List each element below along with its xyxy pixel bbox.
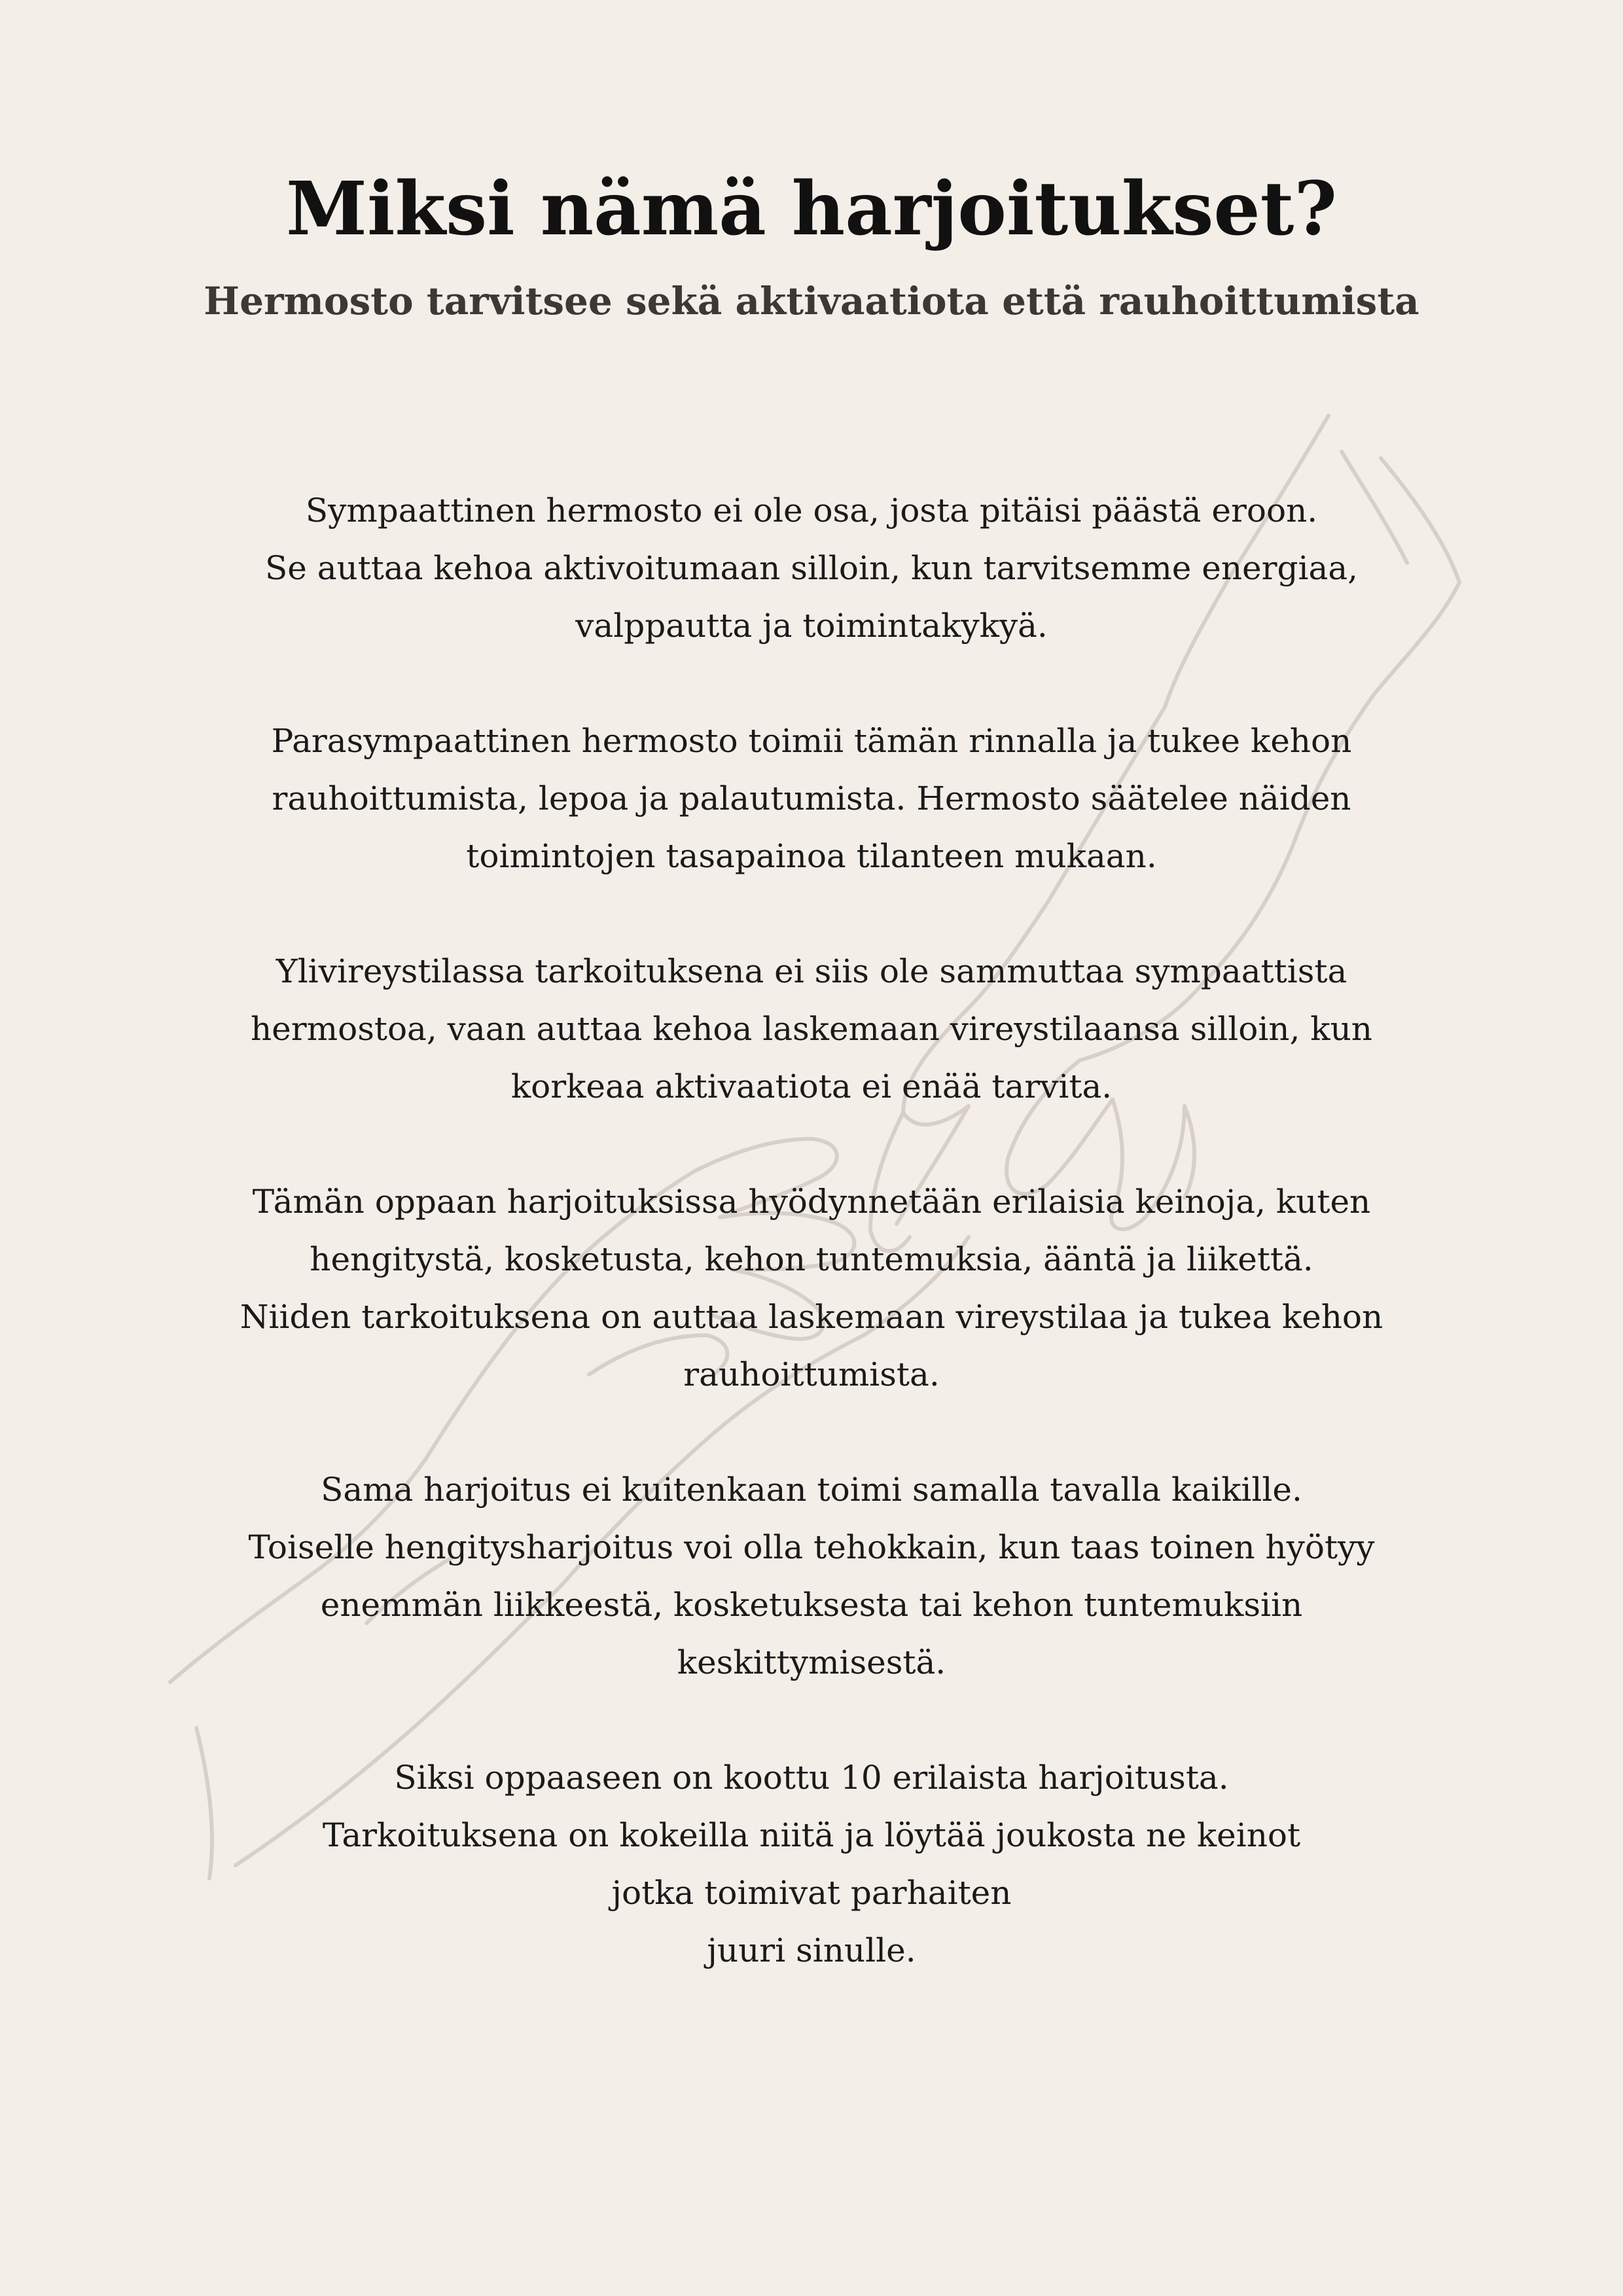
paragraph-line: Se auttaa kehoa aktivoitumaan silloin, kun tarvitsemme energiaa, — [264, 549, 1359, 587]
body-text — [183, 482, 1440, 2037]
paragraph-line: Parasympaattinen hermosto toimii tämän rinnalla ja tukee kehon — [271, 722, 1352, 760]
paragraph-line: hengitystä, kosketusta, kehon tuntemuksia, ääntä ja liikettä. — [310, 1240, 1313, 1278]
paragraph-line: Sympaattinen hermosto ei ole osa, josta pitäisi päästä eroon. — [305, 492, 1318, 529]
paragraph-line: rauhoittumista, lepoa ja palautumista. Hermosto säätelee näiden — [272, 780, 1351, 817]
paragraph-line: Sama harjoitus ei kuitenkaan toimi samalla tavalla kaikille. — [321, 1471, 1302, 1509]
paragraph-line: juuri sinulle. — [707, 1931, 916, 1969]
paragraph-line: enemmän liikkeestä, kosketuksesta tai kehon tuntemuksiin — [320, 1586, 1303, 1624]
paragraph-sympathetic — [183, 482, 1440, 655]
paragraph-line: korkeaa aktivaatiota ei enää tarvita. — [510, 1067, 1113, 1105]
paragraph-line: Tämän oppaan harjoituksissa hyödynnetään erilaisia keinoja, kuten — [252, 1183, 1371, 1221]
paragraph-line: toimintojen tasapainoa tilanteen mukaan. — [466, 837, 1157, 875]
paragraph-line: Ylivireystilassa tarkoituksena ei siis ole sammuttaa sympaattista — [276, 952, 1347, 990]
paragraph-line: Tarkoituksena on kokeilla niitä ja löytää joukosta ne keinot — [322, 1816, 1301, 1854]
paragraph-line: Siksi oppaaseen on koottu 10 erilaista harjoitusta. — [394, 1759, 1229, 1797]
paragraph-conclusion — [183, 1749, 1440, 1979]
page-subtitle: Hermosto tarvitsee sekä aktivaatiota että rauhoittumista — [204, 279, 1419, 323]
paragraph-individual — [183, 1461, 1440, 1691]
paragraph-methods — [183, 1173, 1440, 1403]
paragraph-parasympathetic — [183, 712, 1440, 885]
page-title: Miksi nämä harjoitukset? — [285, 166, 1337, 252]
paragraph-line: keskittymisestä. — [677, 1643, 946, 1681]
paragraph-line: jotka toimivat parhaiten — [611, 1874, 1012, 1912]
paragraph-line: Niiden tarkoituksena on auttaa laskemaan vireystilaa ja tukea kehon — [240, 1298, 1383, 1336]
paragraph-line: valppautta ja toimintakykyä. — [575, 607, 1048, 645]
paragraph-line: hermostoa, vaan auttaa kehoa laskemaan vireystilaansa silloin, kun — [250, 1010, 1372, 1048]
paragraph-hyperarousal — [183, 942, 1440, 1115]
paragraph-line: Toiselle hengitysharjoitus voi olla tehokkain, kun taas toinen hyötyy — [248, 1528, 1375, 1566]
paragraph-line: rauhoittumista. — [683, 1355, 940, 1393]
